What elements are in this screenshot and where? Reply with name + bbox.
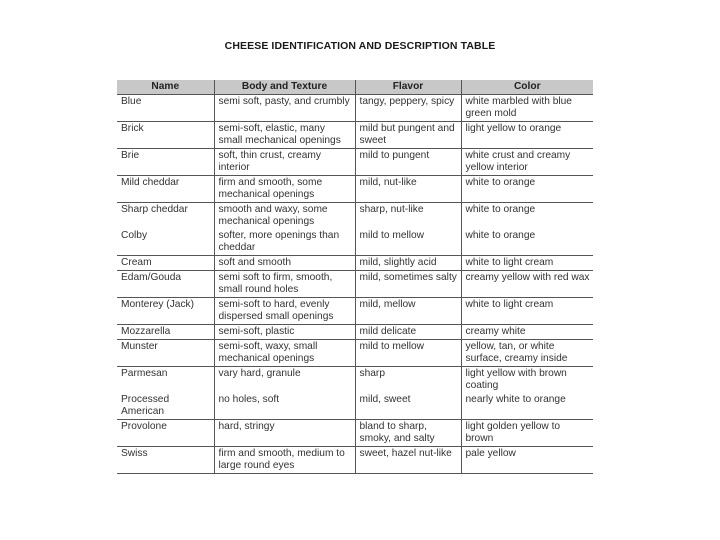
column-header-body-texture: Body and Texture [214, 80, 355, 95]
flavor-cell: mild to pungent [355, 149, 461, 176]
table-row [117, 340, 593, 367]
flavor-cell: mild to mellow [355, 340, 461, 367]
body-texture-cell: firm and smooth, medium to large round eyes [214, 447, 355, 474]
flavor-cell: mild but pungent and sweet [355, 122, 461, 149]
column-header-flavor: Flavor [355, 80, 461, 95]
color-cell: white to light cream [461, 298, 593, 325]
color-cell: white to orange [461, 176, 593, 203]
table-header-row [117, 80, 593, 95]
flavor-cell: mild delicate [355, 325, 461, 340]
table-row [117, 271, 593, 298]
cheese-name-cell: Mild cheddar [117, 176, 214, 203]
body-texture-cell: semi-soft, waxy, small mechanical openings [214, 340, 355, 367]
table-row [117, 325, 593, 340]
cheese-name-cell: Swiss [117, 447, 214, 474]
body-texture-cell: semi soft, pasty, and crumbly [214, 95, 355, 122]
body-texture-cell: semi soft to firm, smooth, small round holes [214, 271, 355, 298]
color-cell: white marbled with blue green mold [461, 95, 593, 122]
flavor-cell: mild to mellow [355, 229, 461, 256]
flavor-cell: mild, slightly acid [355, 256, 461, 271]
flavor-cell: tangy, peppery, spicy [355, 95, 461, 122]
color-cell: light yellow with brown coating [461, 367, 593, 394]
table-row [117, 298, 593, 325]
table-row [117, 256, 593, 271]
column-header-color: Color [461, 80, 593, 95]
cheese-name-cell: Brick [117, 122, 214, 149]
color-cell: creamy yellow with red wax [461, 271, 593, 298]
cheese-name-cell: Sharp cheddar [121, 204, 188, 215]
color-cell: nearly white to orange [461, 393, 593, 420]
flavor-cell: bland to sharp, smoky, and salty [355, 420, 461, 447]
body-texture-cell: smooth and waxy, some mechanical openings [214, 203, 355, 230]
body-texture-cell: semi-soft to hard, evenly dispersed small openings [214, 298, 355, 325]
body-texture-cell: vary hard, granule [214, 367, 355, 394]
cheese-name-cell: Parmesan [121, 368, 168, 379]
table-row [117, 229, 593, 256]
table-row [117, 176, 593, 203]
body-texture-cell: semi-soft, elastic, many small mechanical openings [214, 122, 355, 149]
flavor-cell: mild, nut-like [355, 176, 461, 203]
table-row [117, 122, 593, 149]
cheese-name-cell: Edam/Gouda [117, 271, 214, 298]
flavor-cell: mild, sometimes salty [355, 271, 461, 298]
table-row [117, 95, 593, 122]
flavor-cell: mild, mellow [355, 298, 461, 325]
table-row [117, 447, 593, 474]
color-cell: creamy white [461, 325, 593, 340]
color-cell: white to light cream [461, 256, 593, 271]
cheese-name-cell: Provolone [117, 420, 214, 447]
flavor-cell: sharp [355, 367, 461, 394]
cheese-name-cell: Monterey (Jack) [117, 298, 214, 325]
body-texture-cell: firm and smooth, some mechanical openings [214, 176, 355, 203]
cheese-name-cell: Brie [117, 149, 214, 176]
body-texture-cell: softer, more openings than cheddar [214, 229, 355, 256]
color-cell: pale yellow [461, 447, 593, 474]
table-row [117, 149, 593, 176]
flavor-cell: sweet, hazel nut-like [355, 447, 461, 474]
flavor-cell: mild, sweet [355, 393, 461, 420]
body-texture-cell: no holes, soft [214, 393, 355, 420]
color-cell: white to orange [461, 203, 593, 230]
table-row [117, 203, 593, 230]
cheese-name-cell: Processed American [117, 393, 214, 420]
body-texture-cell: soft, thin crust, creamy interior [214, 149, 355, 176]
cheese-name-cell: Blue [117, 95, 214, 122]
body-texture-cell: semi-soft, plastic [214, 325, 355, 340]
body-texture-cell: hard, stringy [214, 420, 355, 447]
table-row [117, 420, 593, 447]
color-cell: white to orange [461, 229, 593, 256]
table-row [117, 393, 593, 420]
flavor-cell: sharp, nut-like [355, 203, 461, 230]
page-title: CHEESE IDENTIFICATION AND DESCRIPTION TABLE [224, 40, 496, 52]
color-cell: light yellow to orange [461, 122, 593, 149]
body-texture-cell: soft and smooth [214, 256, 355, 271]
table-body [117, 95, 593, 474]
color-cell: yellow, tan, or white surface, creamy inside [461, 340, 593, 367]
color-cell: white crust and creamy yellow interior [461, 149, 593, 176]
cheese-name-cell: Mozzarella [117, 325, 214, 340]
cheese-name-cell: Cream [117, 256, 214, 271]
table-row [117, 367, 593, 394]
cheese-name-cell: Munster [117, 340, 214, 367]
color-cell: light golden yellow to brown [461, 420, 593, 447]
column-header-name: Name [117, 80, 214, 95]
cheese-table [117, 80, 593, 474]
cheese-name-cell: Colby [117, 229, 214, 256]
